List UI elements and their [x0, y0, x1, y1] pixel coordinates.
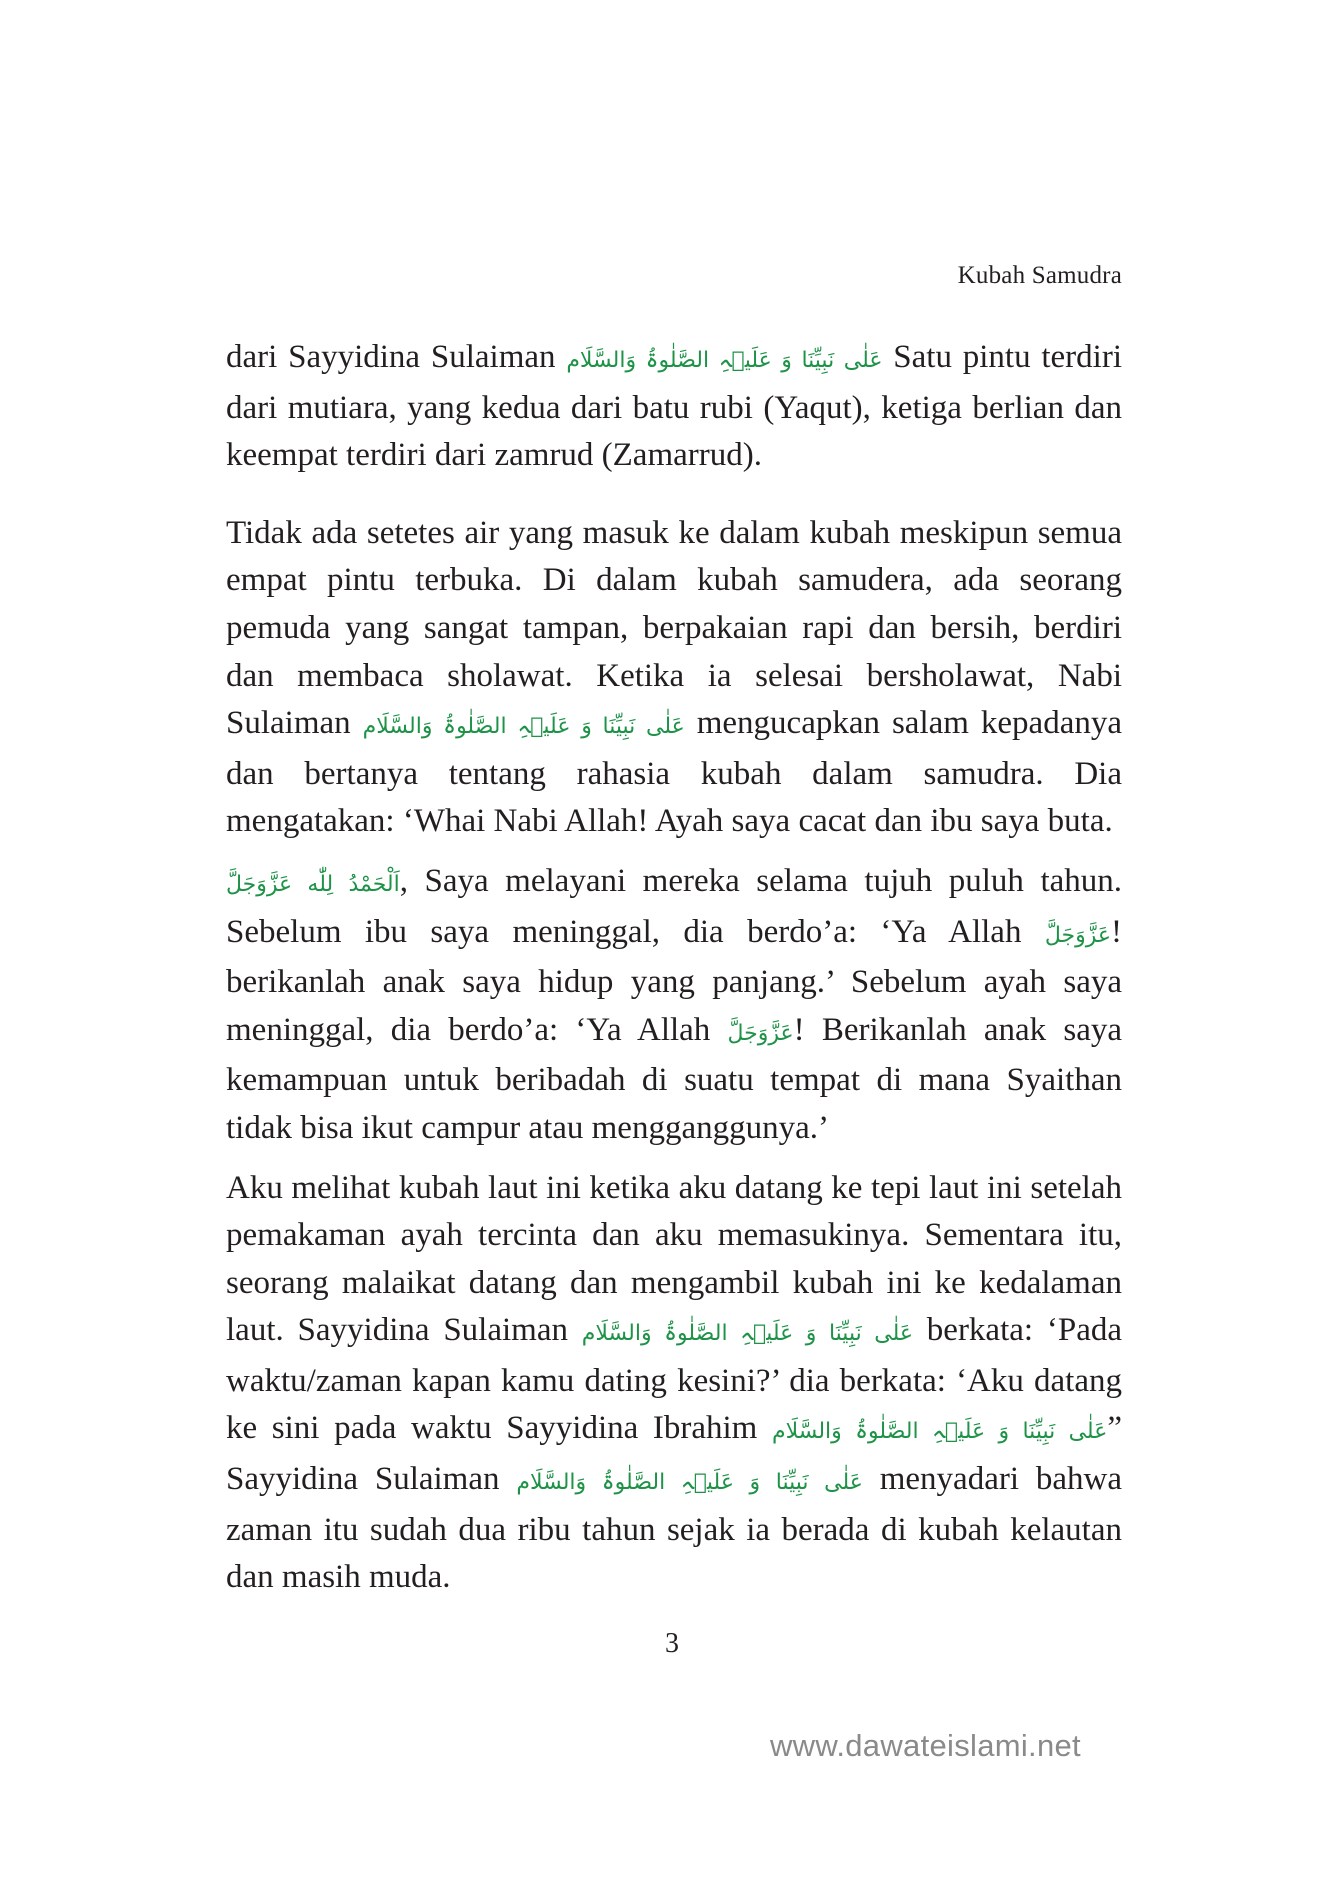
arabic-azza-wa-jalla: عَزَّوَجَلَّ: [1044, 922, 1111, 948]
arabic-salutation: عَلٰی نَبِیِّنَا وَ عَلَیۡہِ الصَّلٰوۃُ وَالسَّلَام: [581, 1321, 913, 1347]
arabic-alhamdulillah: اَلْحَمْدُ لِلّٰه عَزَّوَجَلَّ: [226, 871, 400, 897]
paragraph-1-text-2: Satu pintu terdiri dari mutiara, yang kedua dari batu rubi (Yaqut), ketiga berlian dan keempat terdiri dari zamrud (Zamarrud).: [226, 339, 1122, 474]
paragraph-3: [226, 858, 1122, 1153]
arabic-salutation: عَلٰی نَبِیِّنَا وَ عَلَیۡہِ الصَّلٰوۃُ وَالسَّلَام: [362, 714, 685, 740]
paragraph-4-text-3: ” Sayyidina Sulaiman: [226, 1410, 1122, 1498]
paragraph-4-text-1: Aku melihat kubah laut ini ketika aku datang ke tepi laut ini setelah pemakaman ayah tercinta dan aku memasukinya. Sementara itu, seorang malaikat datang dan mengambil kubah ini ke kedalaman laut. Sayyidina Sulaiman: [226, 1169, 1122, 1349]
paragraph-3-text-1: , Saya melayani mereka selama tujuh puluh tahun. Sebelum ibu saya meninggal, dia berdo’a: ‘Ya Allah: [226, 862, 1123, 950]
arabic-salutation: عَلٰی نَبِیِّنَا وَ عَلَیۡہِ الصَّلٰوۃُ وَالسَّلَام: [771, 1419, 1108, 1445]
paragraph-4: [226, 1165, 1122, 1602]
body-text: [226, 334, 1122, 1602]
paragraph-3-text-2: ! berikanlah anak saya hidup yang panjang.’ Sebelum ayah saya meninggal, dia berdo’a: ‘Ya Allah: [226, 913, 1122, 1048]
paragraph-1-text-1: dari Sayyidina Sulaiman: [226, 339, 567, 375]
arabic-salutation: عَلٰی نَبِیِّنَا وَ عَلَیۡہِ الصَّلٰوۃُ وَالسَّلَام: [516, 1470, 863, 1496]
paragraph-3-text-3: ! Berikanlah anak saya kemampuan untuk beribadah di suatu tempat di mana Syaithan tidak bisa ikut campur atau mengganggunya.’: [226, 1011, 1122, 1146]
paragraph-2: [226, 510, 1122, 846]
page-number: 3: [665, 1628, 679, 1659]
paragraph-1: [226, 334, 1122, 480]
paragraph-2-text-2: mengucapkan salam kepadanya dan bertanya tentang rahasia kubah dalam samudra. Dia mengatakan: ‘Whai Nabi Allah! Ayah saya cacat dan ibu saya buta.: [226, 705, 1122, 840]
paragraph-2-text-1: Tidak ada setetes air yang masuk ke dalam kubah meskipun semua empat pintu terbuka. Di dalam kubah samudera, ada seorang pemuda yang sangat tampan, berpakaian rapi dan bersih, berdiri dan membaca sholawat. Ketika ia selesai bersholawat, Nabi Sulaiman: [226, 514, 1122, 742]
arabic-azza-wa-jalla: عَزَّوَجَلَّ: [727, 1020, 794, 1046]
paragraph-4-text-2: berkata: ‘Pada waktu/zaman kapan kamu dating kesini?’ dia berkata: ‘Aku datang ke sini pada waktu Sayyidina Ibrahim: [226, 1312, 1123, 1447]
running-title: Kubah Samudra: [957, 262, 1122, 289]
paragraph-4-text-4: menyadari bahwa zaman itu sudah dua ribu tahun sejak ia berada di kubah kelautan dan masih muda.: [226, 1461, 1122, 1596]
website-url[interactable]: www.dawateislami.net: [770, 1728, 1081, 1763]
arabic-salutation: عَلٰی نَبِیِّنَا وَ عَلَیۡہِ الصَّلٰوۃُ وَالسَّلَام: [566, 348, 883, 373]
